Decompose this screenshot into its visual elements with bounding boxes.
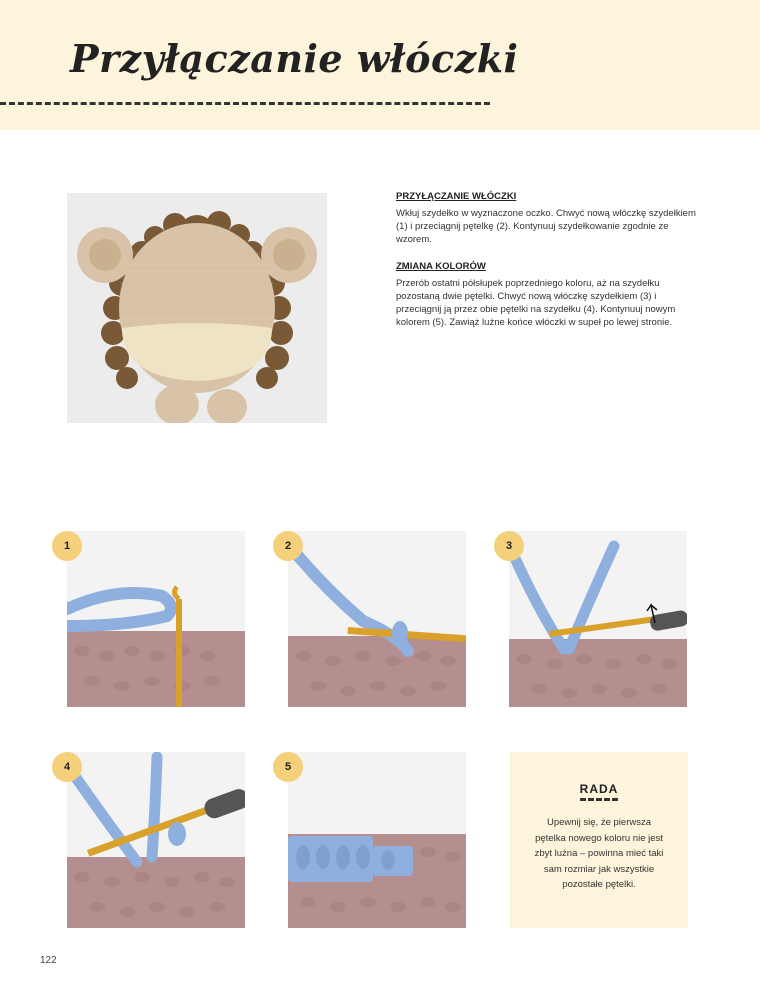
step-photo-3 — [509, 531, 687, 707]
step-photo-1 — [67, 531, 245, 707]
tip-text: Upewnij się, że pierwsza pętelka nowego koloru nie jest zbyt luźna – powinna mieć taki sam rozmiar jak wszystkie pozostałe pętelki. — [534, 817, 664, 890]
step-badge-1: 1 — [52, 531, 82, 561]
step-photo-5 — [288, 752, 466, 928]
section-heading-changing-colors: ZMIANA KOLORÓW — [396, 261, 486, 272]
step-photo-4 — [67, 752, 245, 928]
step-badge-3: 3 — [494, 531, 524, 561]
page-number: 122 — [40, 955, 57, 966]
step-badge-5: 5 — [273, 752, 303, 782]
page-header — [0, 0, 760, 130]
page-title: Przyłączanie włóczki — [70, 36, 519, 81]
instructions — [396, 190, 696, 343]
section-text-changing-colors: Przerób ostatni półsłupek poprzedniego koloru, aż na szydełku pozostaną dwie pętelki. Chwyć nową włóczkę szydełkiem (3) i przeciągnij ją przez obie pętelki na szydełku (4). Kontynuuj nowym kolorem (5). Zawiąż luźne końce włóczki w supeł po lewej stronie. — [396, 278, 676, 328]
step-badge-2: 2 — [273, 531, 303, 561]
section-heading-joining-yarn: PRZYŁĄCZANIE WŁÓCZKI — [396, 191, 517, 202]
step-photo-2 — [288, 531, 466, 707]
tip-box — [510, 752, 688, 928]
lion-amigurumi-photo — [67, 193, 327, 423]
title-dashed-divider — [0, 102, 490, 105]
step-badge-4: 4 — [52, 752, 82, 782]
section-text-joining-yarn: Wkłuj szydełko w wyznaczone oczko. Chwyć nową włóczkę szydełkiem (1) i przeciągnij pętelkę (2). Kontynuuj szydełkowanie zgodnie ze wzorem. — [396, 208, 696, 245]
tip-title: RADA — [580, 782, 619, 801]
